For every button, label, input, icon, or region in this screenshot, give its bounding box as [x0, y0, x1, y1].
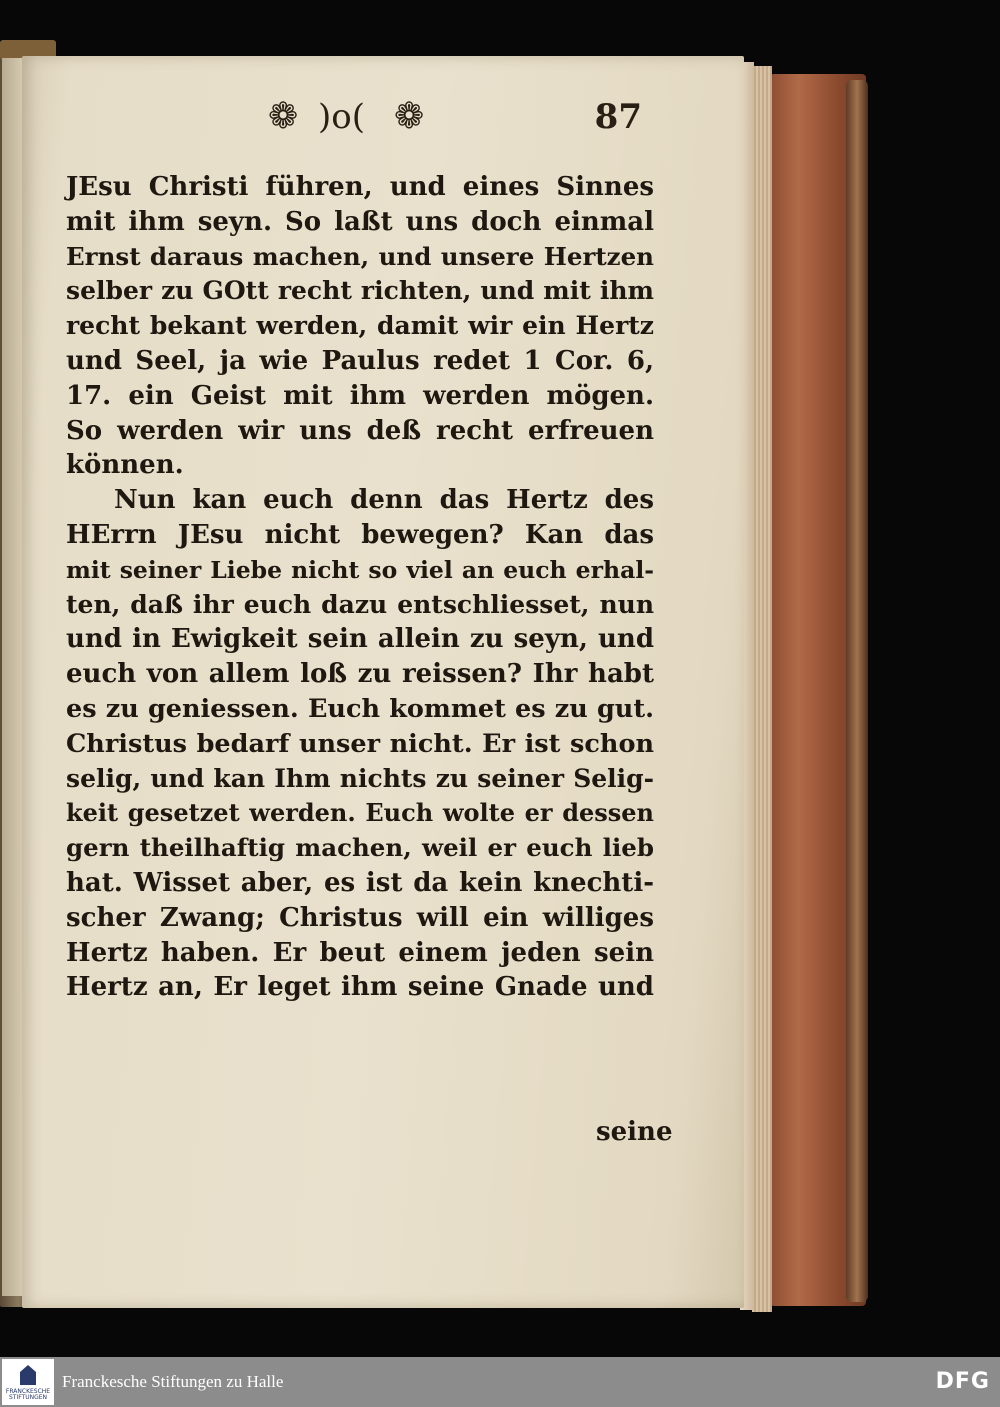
text-line: mit ihm seyn. So laßt uns doch einmal	[66, 206, 654, 237]
text-line: 17. ein Geist mit ihm werden mögen.	[66, 380, 654, 411]
text-line: HErrn JEsu nicht bewegen? Kan das	[66, 519, 654, 550]
text-line: gern theilhaftig machen, weil er euch lieb	[66, 833, 654, 863]
text-line: ten, daß ihr euch dazu entschliesset, nun	[66, 589, 654, 619]
ornament-left-icon: ❁	[268, 96, 299, 137]
text-line: So werden wir uns deß recht erfreuen	[66, 415, 654, 446]
book-page	[22, 56, 744, 1308]
footer-bar	[0, 1357, 1000, 1407]
text-line: und in Ewigkeit sein allein zu seyn, und	[66, 624, 654, 655]
text-line: euch von allem loß zu reissen? Ihr habt	[66, 659, 654, 690]
text-line: Nun kan euch denn das Hertz des	[114, 485, 654, 516]
text-line: Christus bedarf unser nicht. Er ist schon	[66, 728, 654, 759]
logo-text: FRANCKESCHE STIFTUNGEN	[5, 1388, 51, 1401]
text-line: hat. Wisset aber, es ist da kein knechti-	[66, 867, 654, 898]
text-line: scher Zwang; Christus will ein williges	[66, 902, 654, 933]
tower-icon	[20, 1365, 36, 1385]
text-line: JEsu Christi führen, und eines Sinnes	[66, 172, 654, 202]
text-line: können.	[66, 450, 184, 481]
text-line: und Seel, ja wie Paulus redet 1 Cor. 6,	[66, 345, 654, 376]
ornament-middle: )o(	[318, 97, 365, 137]
text-line: Ernst daraus machen, und unsere Hertzen	[66, 241, 654, 271]
text-line: Hertz an, Er leget ihm seine Gnade und	[66, 972, 654, 1003]
institution-logo[interactable]	[2, 1359, 54, 1405]
dfg-logo[interactable]: DFG	[935, 1369, 990, 1394]
text-line: Hertz haben. Er beut einem jeden sein	[66, 937, 654, 968]
text-line: recht bekant werden, damit wir ein Hertz	[66, 311, 654, 341]
text-line: es zu geniessen. Euch kommet es zu gut.	[66, 693, 654, 724]
text-line: keit gesetzet werden. Euch wolte er dessen	[66, 798, 654, 828]
institution-name[interactable]: Franckesche Stiftungen zu Halle	[62, 1372, 284, 1391]
page-number: 87	[594, 97, 642, 137]
catchword: seine	[596, 1117, 673, 1147]
page-header	[268, 94, 648, 144]
body-text	[66, 170, 654, 1160]
back-cover-edge	[846, 80, 868, 1302]
text-line: selber zu GOtt recht richten, und mit ihm	[66, 276, 654, 306]
page-block-edge	[752, 66, 772, 1312]
text-line: mit seiner Liebe nicht so viel an euch erhal-	[66, 555, 654, 584]
text-line: selig, und kan Ihm nichts zu seiner Selig-	[66, 763, 654, 793]
ornament-right-icon: ❁	[394, 96, 425, 137]
